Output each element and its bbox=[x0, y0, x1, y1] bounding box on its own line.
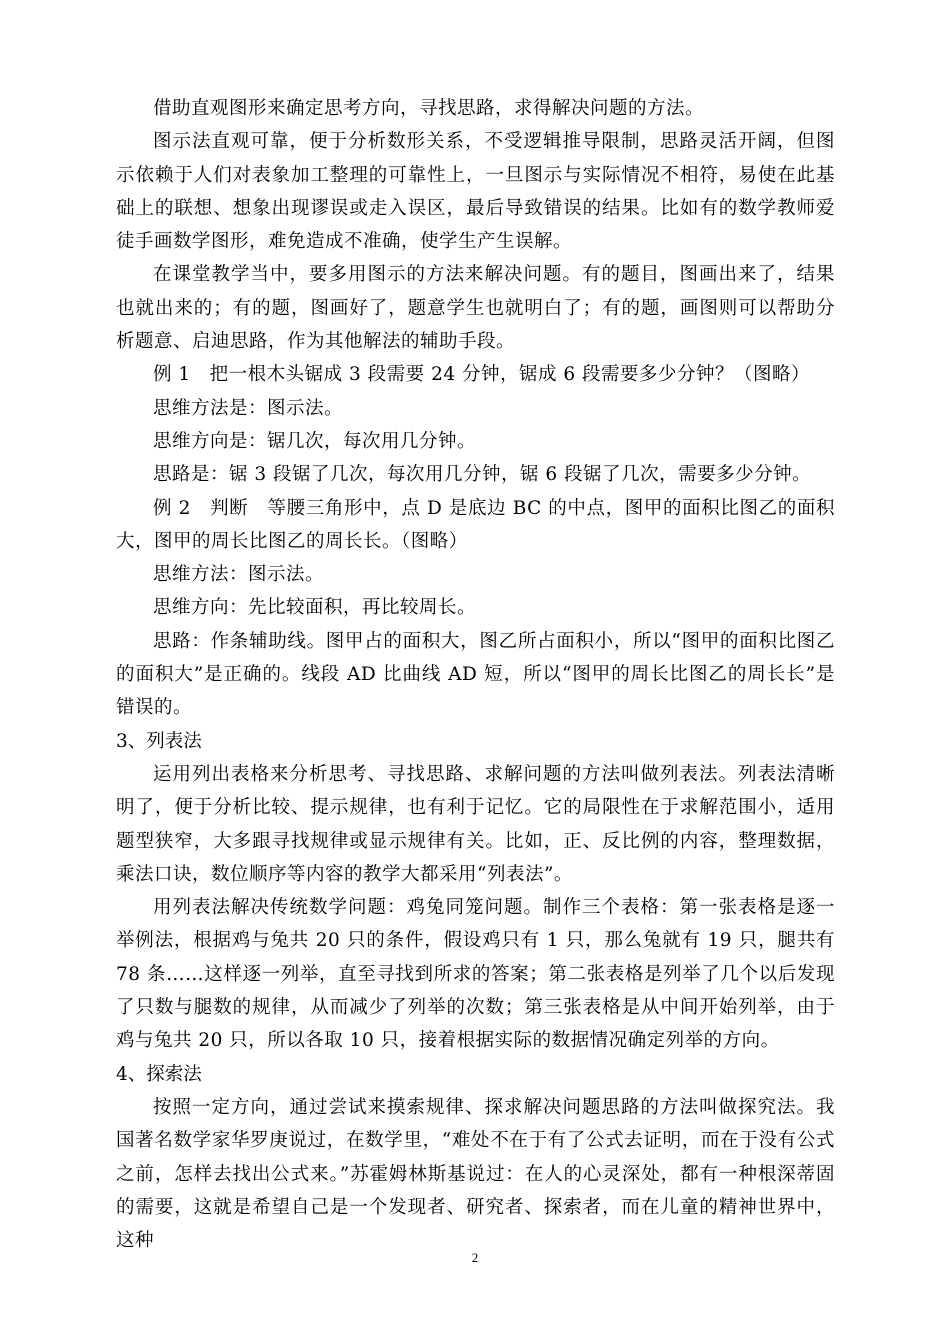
document-body bbox=[116, 92, 835, 1257]
section-heading: 3、列表法 bbox=[116, 730, 202, 752]
example-2: 例 2 判断 等腰三角形中，点 D 是底边 BC 的中点，图甲的面积比图乙的面积大，图甲的周长比图乙的周长长。（图略） bbox=[116, 497, 835, 552]
paragraph: 思维方法是：图示法。 bbox=[153, 397, 344, 419]
paragraph: 思维方法：图示法。 bbox=[153, 564, 325, 586]
paragraph: 思维方向：先比较面积，再比较周长。 bbox=[153, 597, 477, 619]
page-number: 2 bbox=[471, 1250, 479, 1265]
paragraph: 按照一定方向，通过尝试来摸索规律、探求解决问题思路的方法叫做探究法。我国著名数学家华罗庚说过，在数学里，“难处不在于有了公式去证明，而在于没有公式之前，怎样去找出公式来。”苏霍姆林斯基说过：在人的心灵深处，都有一种根深蒂固的需要，这就是希望自己是一个发现者、研究者、探索者，而在儿童的精神世界中，这种 bbox=[116, 1096, 835, 1252]
paragraph: 用列表法解决传统数学问题：鸡兔同笼问题。制作三个表格：第一张表格是逐一举例法，根据鸡与兔共 20 只的条件，假设鸡只有 1 只，那么兔就有 19 只，腿共有 78 条……这样逐一列举，直至寻找到所求的答案；第二张表格是列举了几个以后发现了只数与腿数的规律，从而减少了列举的次数；第三张表格是从中间开始列举，由于鸡与兔共 20 只，所以各取 10 只，接着根据实际的数据情况确定列举的方向。 bbox=[116, 897, 835, 1052]
paragraph: 思路是：锯 3 段锯了几次，每次用几分钟，锯 6 段锯了几次，需要多少分钟。 bbox=[153, 464, 812, 486]
paragraph: 运用列出表格来分析思考、寻找思路、求解问题的方法叫做列表法。列表法清晰明了，便于分析比较、提示规律，也有利于记忆。它的局限性在于求解范围小，适用题型狭窄，大多跟寻找规律或显示规律有关。比如，正、反比例的内容，整理数据，乘法口诀，数位顺序等内容的教学大都采用“列表法”。 bbox=[116, 763, 835, 885]
section-heading: 4、探索法 bbox=[116, 1063, 202, 1085]
paragraph: 借助直观图形来确定思考方向，寻找思路，求得解决问题的方法。 bbox=[153, 98, 705, 119]
paragraph: 图示法直观可靠，便于分析数形关系，不受逻辑推导限制，思路灵活开阔，但图示依赖于人们对表象加工整理的可靠性上，一旦图示与实际情况不相符，易使在此基础上的联想、想象出现谬误或走入误区，最后导致错误的结果。比如有的数学教师爱徒手画数学图形，难免造成不准确，使学生产生误解。 bbox=[116, 131, 835, 253]
paragraph: 思路：作条辅助线。图甲占的面积大，图乙所占面积小，所以“图甲的面积比图乙的面积大”是正确的。线段 AD 比曲线 AD 短，所以“图甲的周长比图乙的周长长”是错误的。 bbox=[116, 630, 835, 719]
paragraph: 在课堂教学当中，要多用图示的方法来解决问题。有的题目，图画出来了，结果也就出来的；有的题，图画好了，题意学生也就明白了；有的题，画图则可以帮助分析题意、启迪思路，作为其他解法的辅助手段。 bbox=[116, 264, 835, 353]
paragraph: 思维方向是：锯几次，每次用几分钟。 bbox=[153, 430, 477, 452]
example-1: 例 1 把一根木头锯成 3 段需要 24 分钟，锯成 6 段需要多少分钟？（图略） bbox=[153, 364, 811, 386]
